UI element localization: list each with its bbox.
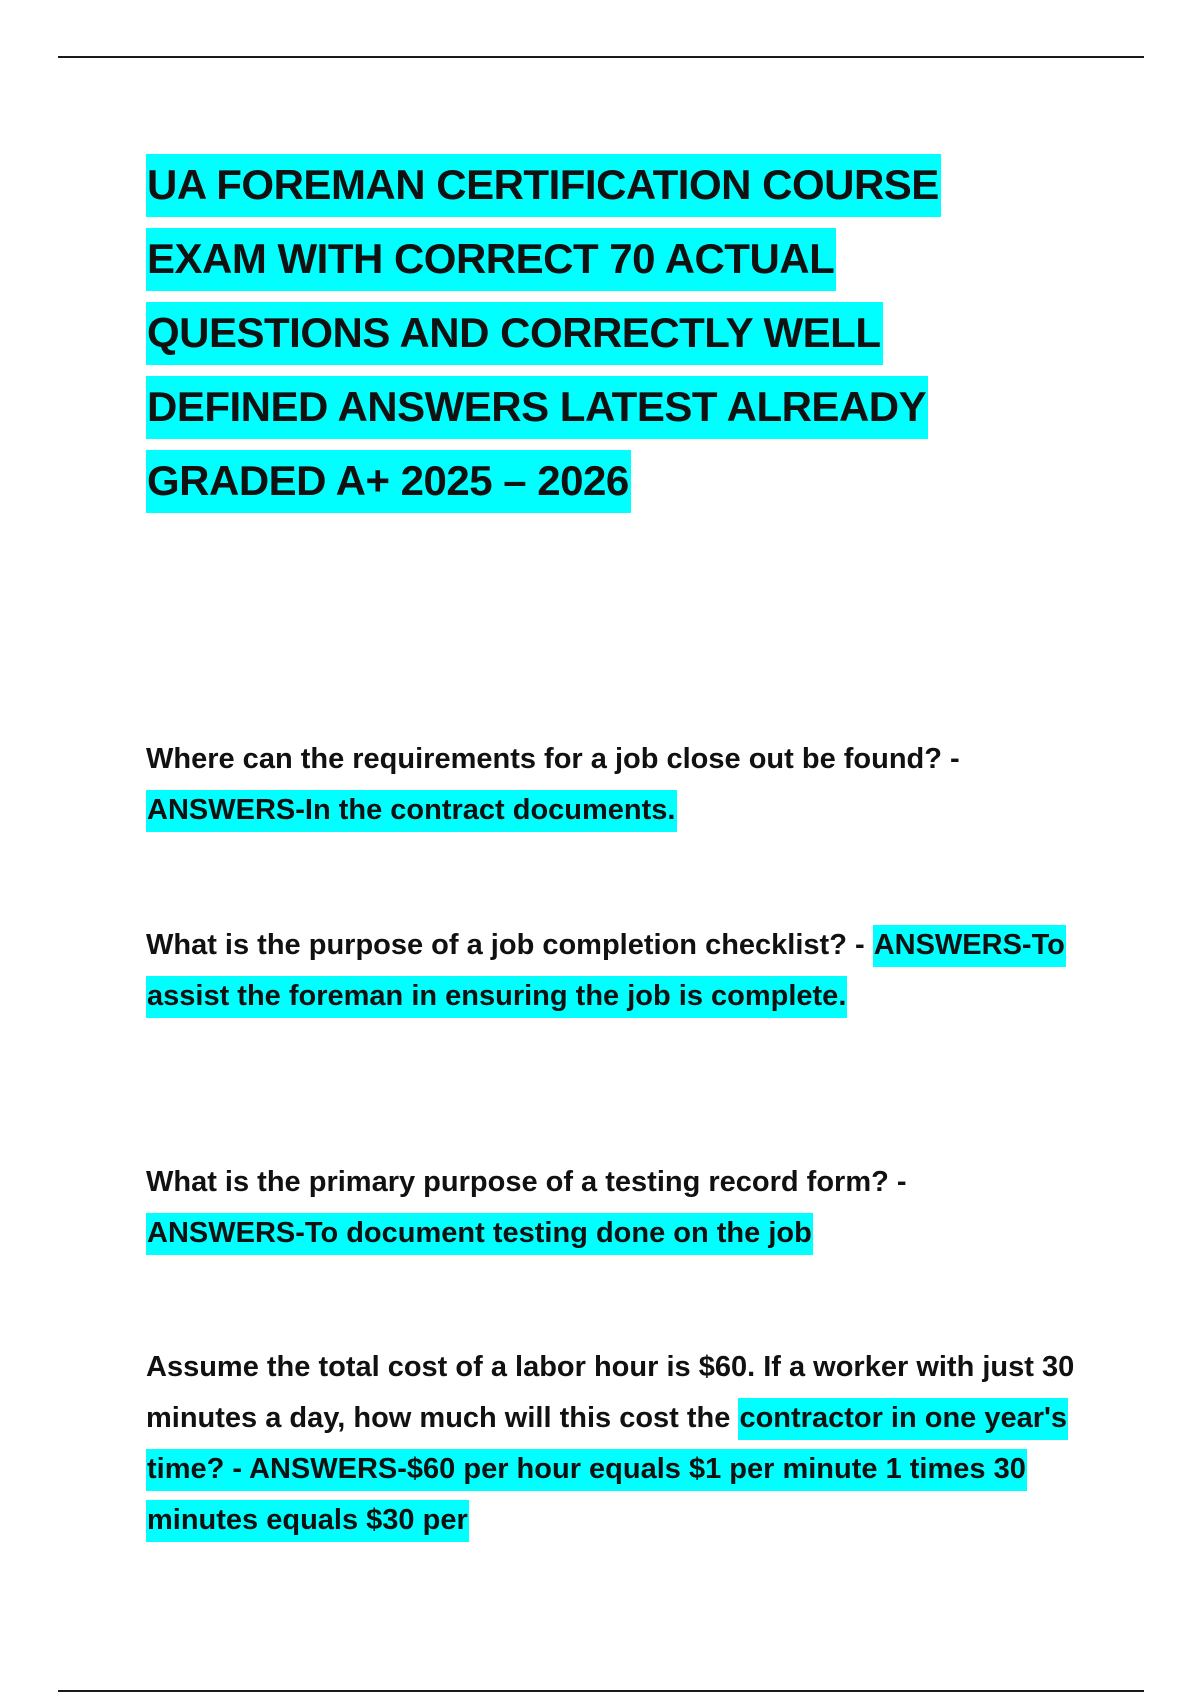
answer-text: ANSWERS-In the contract documents. — [146, 790, 677, 832]
answer-text: ANSWERS-To assist the foreman in ensuring the job is complete. — [146, 925, 1066, 1018]
qa-item — [146, 734, 1066, 836]
qa-item — [146, 1157, 1066, 1259]
question-text: Where can the requirements for a job close out be found? - — [146, 743, 960, 775]
answer-text: contractor in one year's time? - ANSWERS-$60 per hour equals $1 per minute 1 times 30 minutes equals $30 per — [146, 1398, 1068, 1542]
question-text: What is the primary purpose of a testing record form? - — [146, 1166, 907, 1198]
question-text: Assume the total cost of a labor hour is $60. If a worker with just 30 minutes a day, how much will this cost the — [146, 1351, 1075, 1434]
title-highlight: UA FOREMAN CERTIFICATION COURSE EXAM WITH CORRECT 70 ACTUAL QUESTIONS AND CORRECTLY WELL DEFINED ANSWERS LATEST ALREADY GRADED A+ 2025 – 2026 — [146, 154, 941, 513]
answer-text: ANSWERS-To document testing done on the job — [146, 1213, 813, 1255]
qa-item — [146, 920, 1066, 1022]
top-rule — [58, 56, 1144, 58]
bottom-rule — [58, 1690, 1144, 1692]
qa-item — [146, 1342, 1086, 1546]
question-text: What is the purpose of a job completion checklist? - — [146, 929, 865, 961]
document-title — [146, 148, 966, 518]
